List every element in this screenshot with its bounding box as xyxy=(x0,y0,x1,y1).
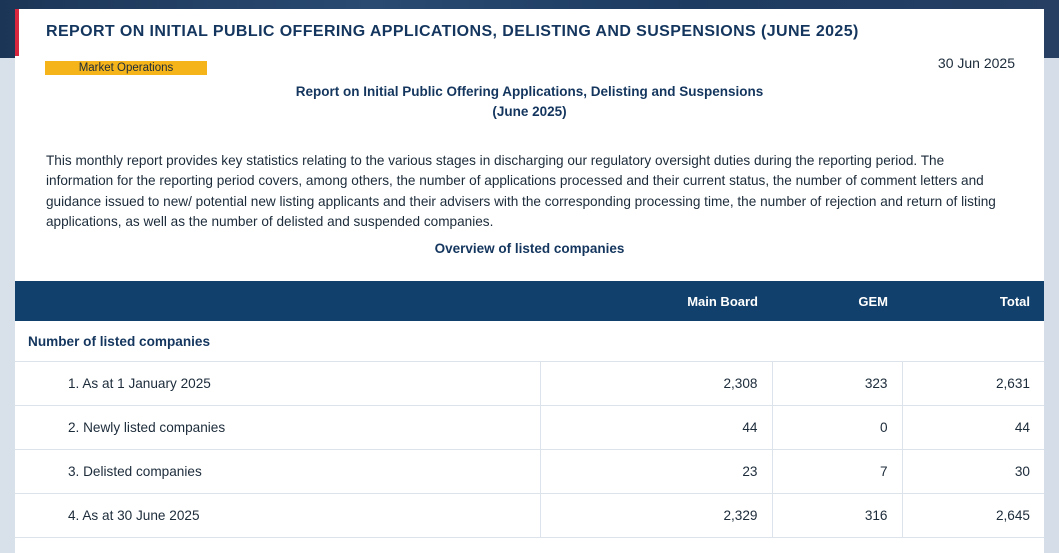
cell-total: 44 xyxy=(902,406,1044,450)
cell-gem: 316 xyxy=(772,494,902,538)
cell-total: 2,645 xyxy=(902,494,1044,538)
page-title: REPORT ON INITIAL PUBLIC OFFERING APPLICATIONS, DELISTING AND SUSPENSIONS (JUNE 2025) xyxy=(46,23,859,40)
overview-heading: Overview of listed companies xyxy=(434,241,625,256)
table-section-row xyxy=(15,321,1044,362)
report-heading-line2: (June 2025) xyxy=(492,104,567,119)
cell-main-board: 23 xyxy=(540,450,772,494)
column-header-main-board: Main Board xyxy=(540,281,772,321)
cell-main-board: 2,329 xyxy=(540,494,772,538)
table-row xyxy=(15,362,1044,406)
row-label: 4. As at 30 June 2025 xyxy=(15,494,540,538)
cell-gem: 0 xyxy=(772,406,902,450)
listed-companies-table xyxy=(15,281,1044,538)
report-heading xyxy=(15,82,1044,122)
column-header-gem: GEM xyxy=(772,281,902,321)
category-badge[interactable]: Market Operations xyxy=(45,61,207,75)
title-accent-bar xyxy=(15,9,19,56)
report-card xyxy=(15,9,1044,553)
table-row xyxy=(15,406,1044,450)
cell-total: 30 xyxy=(902,450,1044,494)
section-label: Number of listed companies xyxy=(15,321,1044,362)
table-row xyxy=(15,494,1044,538)
cell-gem: 323 xyxy=(772,362,902,406)
cell-main-board: 2,308 xyxy=(540,362,772,406)
publish-date: 30 Jun 2025 xyxy=(937,55,1015,71)
cell-total: 2,631 xyxy=(902,362,1044,406)
right-gutter xyxy=(1044,58,1059,553)
cell-gem: 7 xyxy=(772,450,902,494)
cell-main-board: 44 xyxy=(540,406,772,450)
row-label: 2. Newly listed companies xyxy=(15,406,540,450)
table-header-row xyxy=(15,281,1044,321)
report-heading-line1: Report on Initial Public Offering Applications, Delisting and Suspensions xyxy=(295,84,764,99)
row-label: 3. Delisted companies xyxy=(15,450,540,494)
column-header-label xyxy=(15,281,540,321)
column-header-total: Total xyxy=(902,281,1044,321)
row-label: 1. As at 1 January 2025 xyxy=(15,362,540,406)
intro-paragraph: This monthly report provides key statistics relating to the various stages in discharging our regulatory oversight duties during the reporting period. The information for the reporting period covers, among others, the number of applications processed and their current status, the number of comment letters and guidance issued to new/ potential new listing applicants and their advisers with the corresponding processing time, the number of rejection and return of listing applications, as well as the number of delisted and suspended companies. xyxy=(46,153,996,229)
table-row xyxy=(15,450,1044,494)
